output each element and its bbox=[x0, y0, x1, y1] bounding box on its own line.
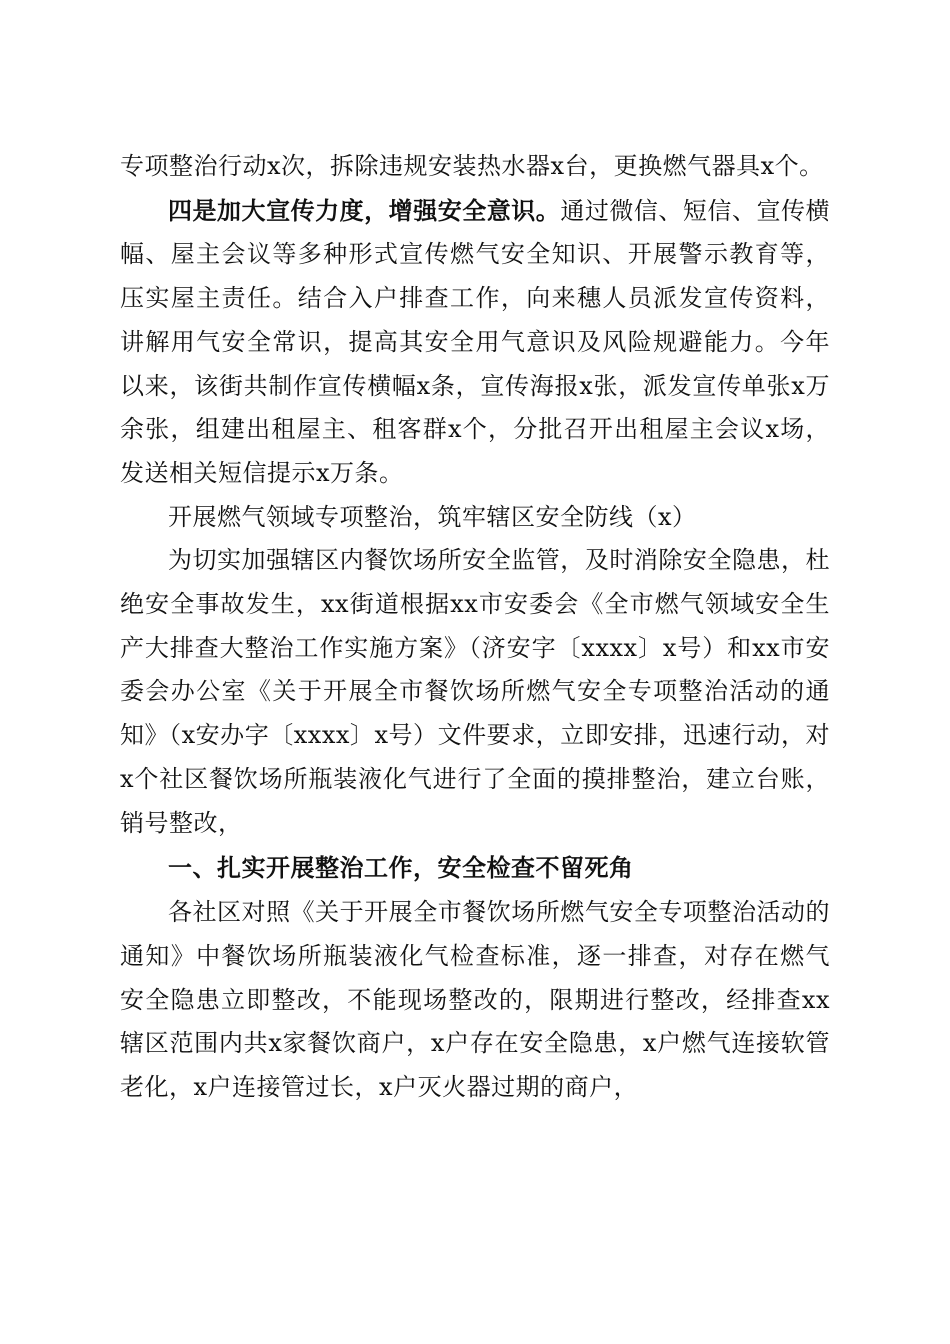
heading-one: 一、扎实开展整治工作，安全检查不留死角 bbox=[168, 854, 634, 883]
section-title: 开展燃气领域专项整治，筑牢辖区安全防线（x） bbox=[168, 502, 697, 531]
paragraph-body: 通过微信、短信、宣传横幅、屋主会议等多种形式宣传燃气安全知识、开展警示教育等，压实屋主责任。结合入户排查工作，向来穗人员派发宣传资料，讲解用气安全常识，提高其安全用气意识及风险规避能力。今年以来，该街共制作宣传横幅x条，宣传海报x张，派发宣传单张x万余张，组建出租屋主、租客群x个，分批召开出租屋主会议x场，发送相关短信提示x万条。 bbox=[120, 196, 831, 487]
document-page bbox=[120, 145, 830, 1110]
paragraph-publicity bbox=[120, 189, 830, 496]
paragraph-inspection: 各社区对照《关于开展全市餐饮场所燃气安全专项整治活动的通知》中餐饮场所瓶装液化气检查标准，逐一排查，对存在燃气安全隐患立即整改，不能现场整改的，限期进行整改，经排查xx辖区范围内共x家餐饮商户，x户存在安全隐患，x户燃气连接软管老化，x户连接管过长，x户灭火器过期的商户， bbox=[120, 898, 830, 1102]
paragraph-lead-sentence: 四是加大宣传力度，增强安全意识。 bbox=[168, 195, 561, 225]
paragraph-continuation: 专项整治行动x次，拆除违规安装热水器x台，更换燃气器具x个。 bbox=[120, 152, 824, 180]
paragraph-intro: 为切实加强辖区内餐饮场所安全监管，及时消除安全隐患，杜绝安全事故发生，xx街道根据xx市安委会《全市燃气领域安全生产大排查大整治工作实施方案》（济安字〔xxxx〕x号）和xx市安委会办公室《关于开展全市餐饮场所燃气安全专项整治活动的通知》（x安办字〔xxxx〕x号）文件要求，立即安排，迅速行动，对x个社区餐饮场所瓶装液化气进行了全面的摸排整治，建立台账，销号整改， bbox=[120, 546, 830, 837]
